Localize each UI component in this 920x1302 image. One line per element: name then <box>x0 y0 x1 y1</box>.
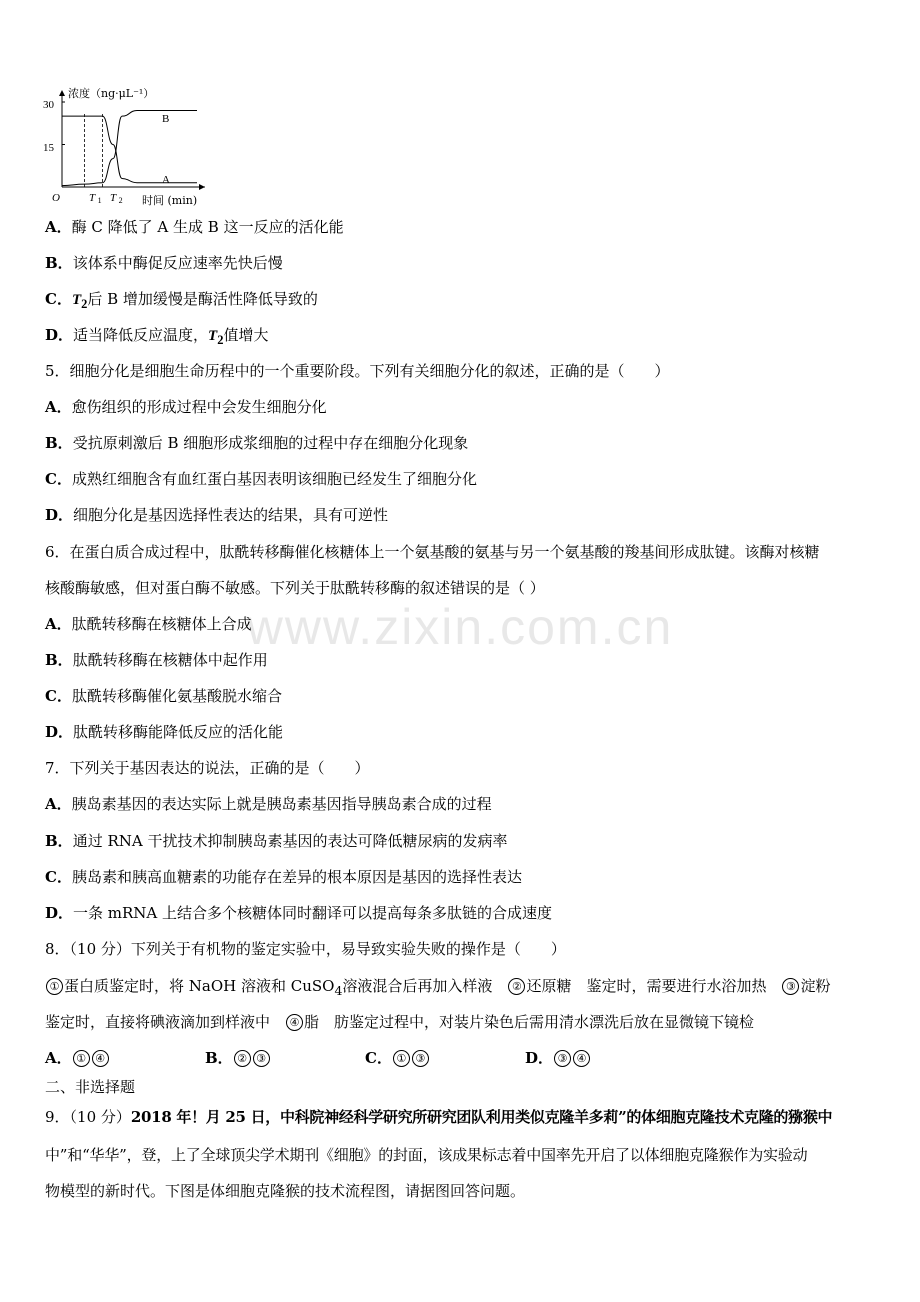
option-label: B． <box>45 434 73 452</box>
chart-series-label-a: A <box>162 174 170 186</box>
option-label: A． <box>45 398 72 416</box>
chart-series-label-b: B <box>162 113 170 125</box>
option-label: C． <box>45 470 72 488</box>
q7-stem: 7．下列关于基因表达的说法，正确的是（ ） <box>45 759 370 777</box>
option-label: A． <box>45 615 72 633</box>
q9-bold-text: 2018 年！月 25 日，中科院神经科学研究所研究团队利用类似克隆羊多莉”的体细胞克隆技术克隆的猕猴中 <box>130 1108 833 1126</box>
q7-option-b <box>45 831 507 851</box>
option-label: B． <box>205 1049 233 1067</box>
option-label: D． <box>45 326 74 344</box>
option-label: B． <box>45 832 73 850</box>
chart-series-line-b <box>62 116 197 183</box>
option-label: C． <box>365 1049 392 1067</box>
option-text: 一条 mRNA 上结合多个核糖体同时翻译可以提高每条多肽链的合成速度 <box>73 904 553 922</box>
circled-number: ① <box>393 1050 410 1067</box>
option-text: 愈伤组织的形成过程中会发生细胞分化 <box>71 398 327 416</box>
q6-option-c <box>45 686 282 706</box>
statement-text: 淀粉 <box>800 977 831 995</box>
q8-option-d <box>525 1048 591 1068</box>
q5-option-d <box>45 505 388 525</box>
var-t: T <box>71 292 82 308</box>
option-label: A． <box>45 218 72 236</box>
watermark: www.zixin.com.cn <box>246 599 674 655</box>
circled-number: ④ <box>573 1050 590 1067</box>
chart-x-arrow <box>199 184 205 190</box>
circled-number: ① <box>73 1050 90 1067</box>
option-text: 肽酰转移酶在核糖体中起作用 <box>72 651 268 669</box>
q6-stem-line2: 核酸酶敏感，但对蛋白酶不敏感。下列关于肽酰转移酶的叙述错误的是（ ） <box>45 579 545 597</box>
circled-number: ③ <box>782 978 799 995</box>
statement-text: 还原糖 鉴定时，需要进行水浴加热 <box>526 977 782 995</box>
chart-xtick-t2: T 2 <box>110 192 123 205</box>
option-text: 通过 RNA 干扰技术抑制胰岛素基因的表达可降低糖尿病的发病率 <box>72 832 508 850</box>
option-text: 受抗原刺激后 B 细胞形成浆细胞的过程中存在细胞分化现象 <box>72 434 469 452</box>
statement-text: 脂 肪鉴定过程中，对装片染色后需用清水漂洗后放在显微镜下镜检 <box>304 1013 755 1031</box>
option-text: 胰岛素和胰高血糖素的功能存在差异的根本原因是基因的选择性表达 <box>71 868 522 886</box>
option-label: C． <box>45 868 72 886</box>
option-text: 细胞分化是基因选择性表达的结果，具有可逆性 <box>73 506 389 524</box>
circled-number: ③ <box>412 1050 429 1067</box>
option-label: D． <box>525 1049 554 1067</box>
circled-number: ② <box>508 978 525 995</box>
q7-option-d <box>45 903 552 923</box>
q7-option-c <box>45 867 522 887</box>
q8-option-b <box>205 1048 271 1068</box>
option-label: C． <box>45 290 72 308</box>
circled-number: ③ <box>554 1050 571 1067</box>
var-sub: 2 <box>81 297 88 311</box>
circled-number: ② <box>234 1050 251 1067</box>
q9-stem-line2: 中”和“华华”，登，上了全球顶尖学术期刊《细胞》的封面，该成果标志着中国率先开启了以体细胞克隆猴作为实验动 <box>45 1146 808 1164</box>
circled-number: ③ <box>253 1050 270 1067</box>
option-text: 值增大 <box>223 326 269 344</box>
q8-option-a <box>45 1048 110 1068</box>
option-text: 该体系中酶促反应速率先快后慢 <box>72 254 283 272</box>
statement-text: 蛋白质鉴定时，将 NaOH 溶液和 CuSO <box>64 977 335 995</box>
q6-option-b <box>45 650 268 670</box>
q6-option-d <box>45 722 283 742</box>
q9-stem-line3: 物模型的新时代。下图是体细胞克隆猴的技术流程图，请据图回答问题。 <box>45 1182 526 1200</box>
option-text: 后 B 增加缓慢是酶活性降低导致的 <box>87 290 318 308</box>
q9-prefix: 9．（10 分） <box>45 1108 131 1126</box>
circled-number: ④ <box>92 1050 109 1067</box>
var-sub: 2 <box>217 333 224 347</box>
q8-option-c <box>365 1048 430 1068</box>
q5-option-b <box>45 433 468 453</box>
var-t: T <box>208 328 218 344</box>
option-text: 胰岛素基因的表达实际上就是胰岛素基因指导胰岛素合成的过程 <box>71 795 492 813</box>
q8-stem: 8．（10 分）下列关于有机物的鉴定实验中，易导致实验失败的操作是（ ） <box>45 940 566 958</box>
chart-ytick-30: 30 <box>43 99 54 111</box>
q9-stem-line1 <box>45 1107 832 1127</box>
option-text: 肽酰转移酶催化氨基酸脱水缩合 <box>71 687 282 705</box>
chart-xtick-t1: T 1 <box>89 192 102 205</box>
option-label: B． <box>45 254 73 272</box>
option-text: 适当降低反应温度， <box>73 326 209 344</box>
option-label: A． <box>45 795 72 813</box>
q8-statements-line1 <box>45 976 830 1001</box>
chart-series-line-a <box>62 111 197 186</box>
q6-stem-line1: 6．在蛋白质合成过程中，肽酰转移酶催化核糖体上一个氨基酸的氨基与另一个氨基酸的羧基间形成肽键。该酶对核糖 <box>45 543 820 561</box>
q5-stem: 5．细胞分化是细胞生命历程中的一个重要阶段。下列有关细胞分化的叙述，正确的是（ ） <box>45 362 670 380</box>
chart-ytick-15: 15 <box>43 142 54 154</box>
option-text: 酶 C 降低了 A 生成 B 这一反应的活化能 <box>71 218 344 236</box>
q4-option-d <box>45 325 268 350</box>
section-heading-nonchoice: 二、非选择题 <box>45 1078 136 1096</box>
q4-option-b <box>45 253 283 273</box>
option-label: C． <box>45 687 72 705</box>
circled-number: ① <box>46 978 63 995</box>
q6-option-a <box>45 614 252 634</box>
option-label: D． <box>45 723 74 741</box>
option-label: D． <box>45 506 74 524</box>
chart-y-arrow <box>59 90 65 96</box>
q4-option-c <box>45 289 318 314</box>
q5-option-a <box>45 397 327 417</box>
option-label: B． <box>45 651 73 669</box>
subscript: 4 <box>334 983 343 998</box>
chart-plot-area <box>59 90 205 190</box>
chart-xlabel: 时间 (min) <box>142 194 198 207</box>
circled-number: ④ <box>286 1014 303 1031</box>
q8-statements-line2 <box>45 1012 754 1032</box>
q7-option-a <box>45 794 492 814</box>
option-text: 肽酰转移酶能降低反应的活化能 <box>73 723 284 741</box>
q5-option-c <box>45 469 477 489</box>
chart-origin: O <box>52 192 60 204</box>
statement-text: 溶液混合后再加入样液 <box>342 977 508 995</box>
chart-ylabel: 浓度（ng·μL⁻¹） <box>68 87 155 100</box>
option-text: 肽酰转移酶在核糖体上合成 <box>71 615 252 633</box>
enzyme-concentration-chart <box>40 84 210 210</box>
q4-option-a <box>45 217 344 237</box>
option-label: D． <box>45 904 74 922</box>
option-label: A． <box>45 1049 72 1067</box>
statement-text: 鉴定时，直接将碘液滴加到样液中 <box>45 1013 286 1031</box>
option-text: 成熟红细胞含有血红蛋白基因表明该细胞已经发生了细胞分化 <box>71 470 477 488</box>
